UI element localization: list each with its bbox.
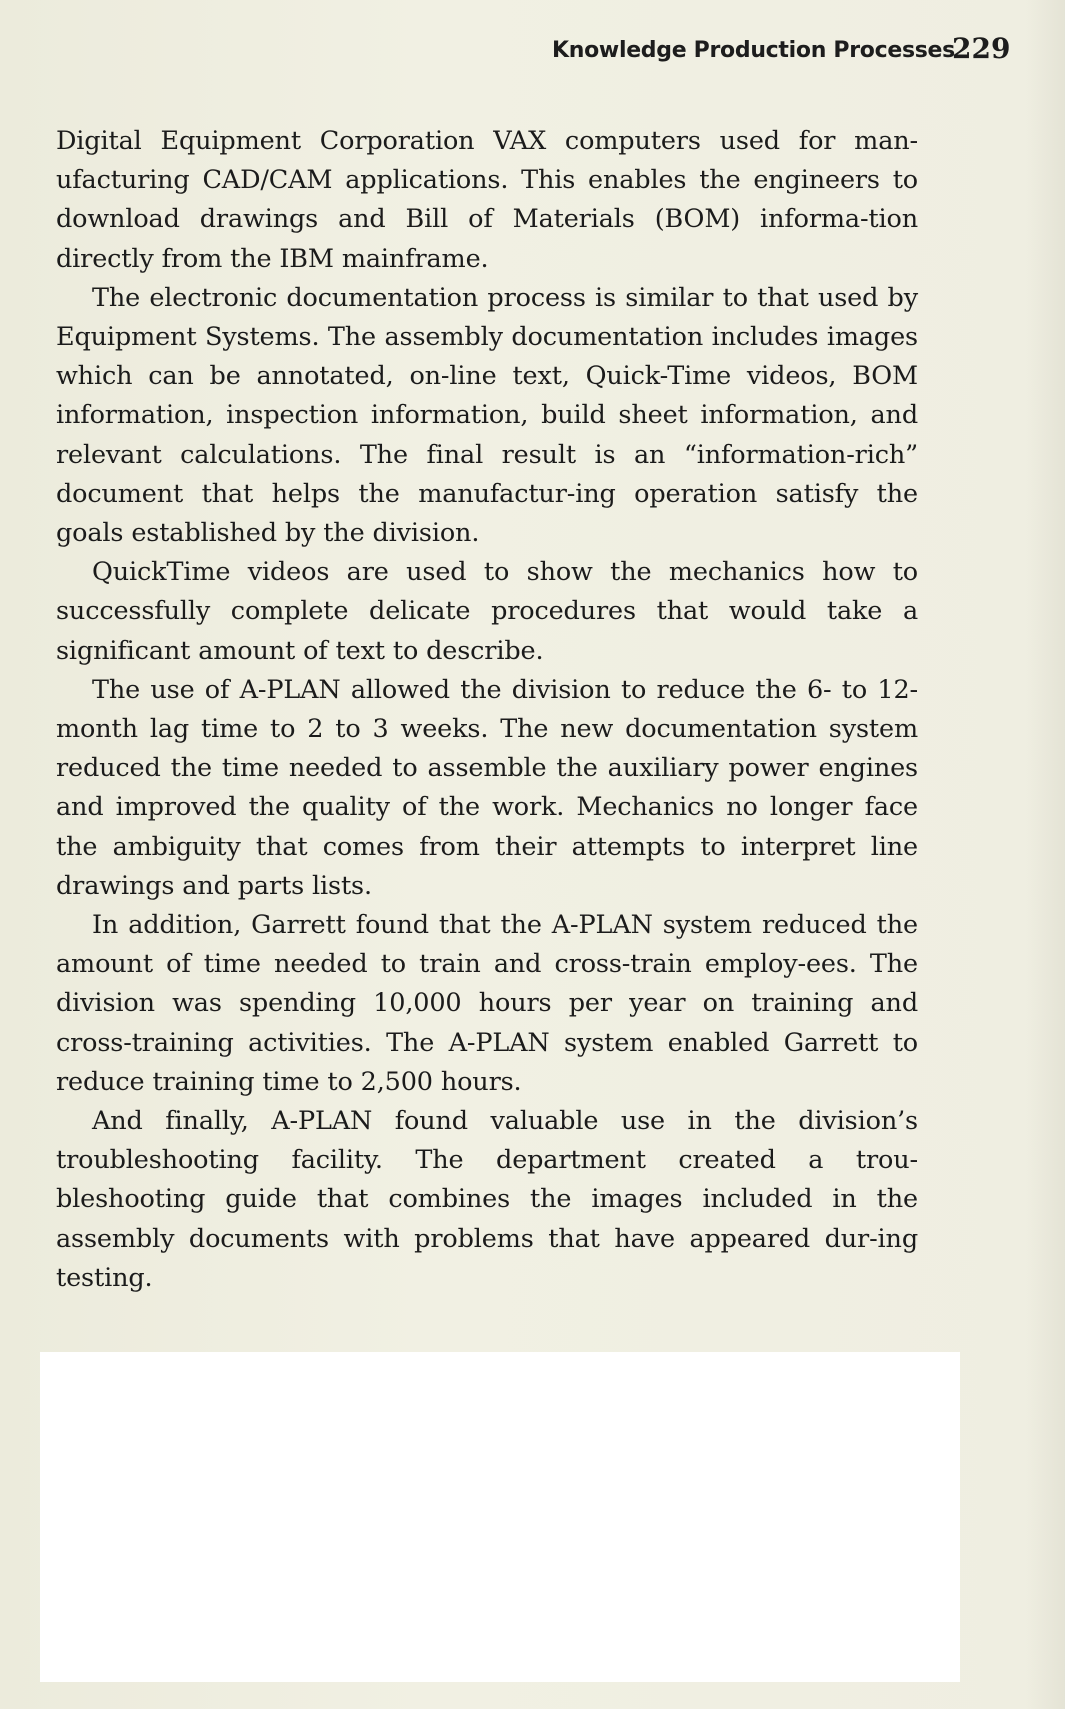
paragraph-6: And finally, A-PLAN found valuable use in the division’s troubleshooting facility. The department created a trou-bleshooting guide that combines the images included in the assembly documents with problems that have appeared dur-ing testing.: [56, 1106, 918, 1293]
page-number: 229: [952, 32, 1011, 65]
section-title: Knowledge Production Processes: [552, 38, 955, 63]
page-edge-shadow: [1025, 0, 1065, 1709]
blank-redaction-panel: [40, 1352, 960, 1682]
paragraph-1: Digital Equipment Corporation VAX computers used for man-ufacturing CAD/CAM applications. This enables the engineers to download drawings and Bill of Materials (BOM) informa-tion directly from the IBM mainframe.: [56, 126, 918, 274]
running-head: [500, 30, 1020, 74]
paragraph-2: The electronic documentation process is similar to that used by Equipment Systems. The assembly documentation includes images which can be annotated, on-line text, Quick-Time videos, BOM information, inspection information, build sheet information, and relevant calculations. The final result is an “information-rich” document that helps the manufactur-ing operation satisfy the goals established by the division.: [56, 282, 918, 549]
paragraph-5: In addition, Garrett found that the A-PLAN system reduced the amount of time needed to train and cross-train employ-ees. The division was spending 10,000 hours per year on training and cross-training activities. The A-PLAN system enabled Garrett to reduce training time to 2,500 hours.: [56, 910, 918, 1097]
body-text: [56, 122, 918, 1298]
paragraph-4: The use of A-PLAN allowed the division to reduce the 6- to 12-month lag time to 2 to 3 weeks. The new documentation system reduced the time needed to assemble the auxiliary power engines and improved the quality of the work. Mechanics no longer face the ambiguity that comes from their attempts to interpret line drawings and parts lists.: [56, 674, 918, 901]
paragraph-3: QuickTime videos are used to show the mechanics how to successfully complete delicate procedures that would take a significant amount of text to describe.: [56, 557, 918, 666]
